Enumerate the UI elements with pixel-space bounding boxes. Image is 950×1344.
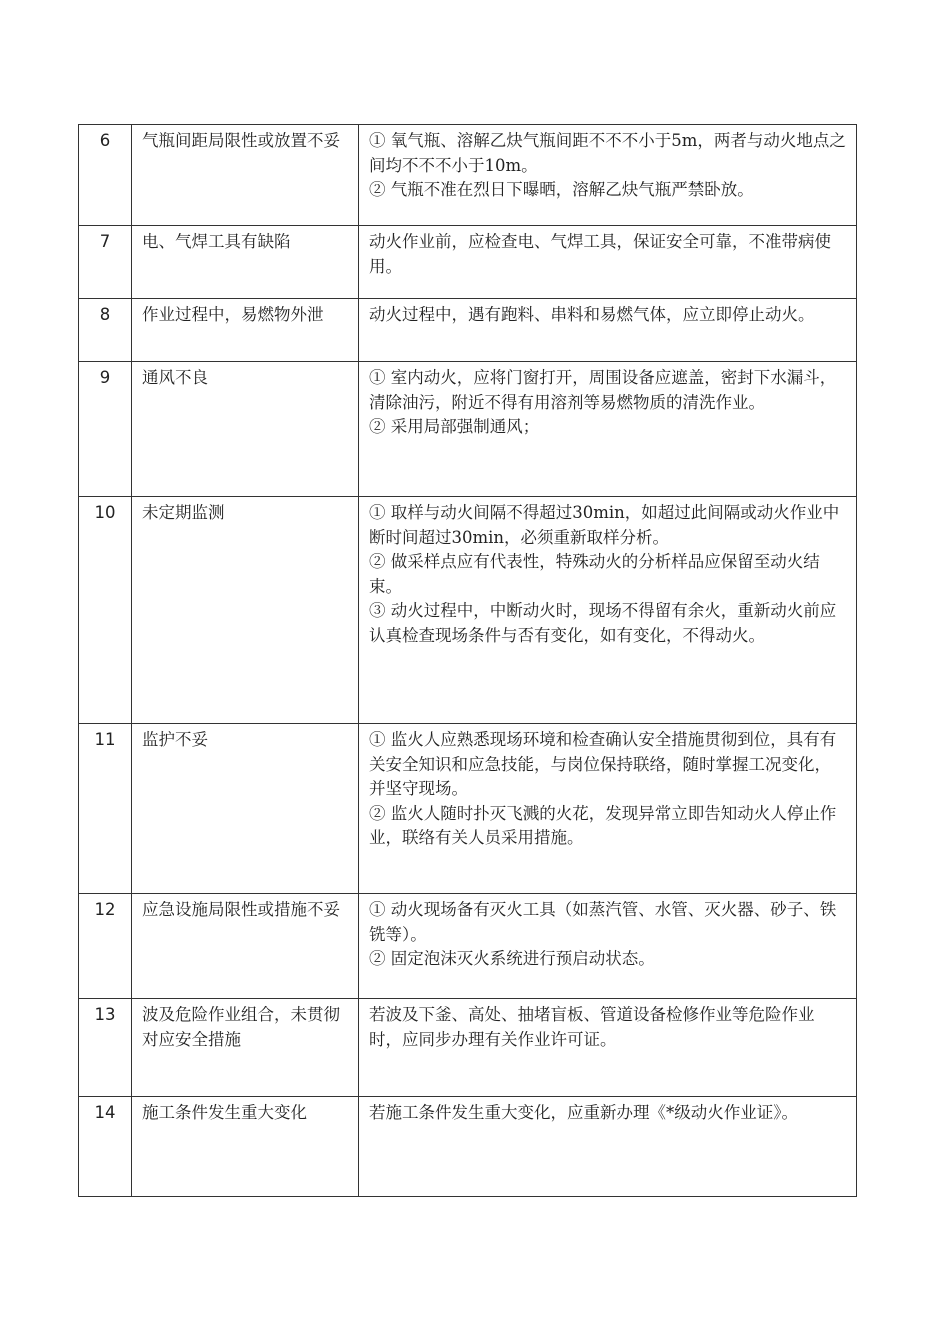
measure-cell — [359, 497, 857, 724]
measure-cell — [359, 724, 857, 894]
hazard-cell: 应急设施局限性或措施不妥 — [132, 894, 359, 999]
table-row — [79, 125, 857, 226]
measure-item: ② 监火人随时扑灭飞溅的火花，发现异常立即告知动火人停止作业，联络有关人员采用措施。 — [369, 803, 837, 847]
table-row — [79, 724, 857, 894]
row-number: 10 — [79, 497, 132, 724]
measure-cell — [359, 1097, 857, 1197]
table-row — [79, 894, 857, 999]
table-row — [79, 362, 857, 497]
measure-cell — [359, 362, 857, 497]
table-row — [79, 1097, 857, 1197]
hazard-cell: 波及危险作业组合，未贯彻对应安全措施 — [132, 999, 359, 1097]
measure-item: ② 气瓶不准在烈日下曝晒，溶解乙炔气瓶严禁卧放。 — [369, 180, 754, 199]
row-number: 11 — [79, 724, 132, 894]
measure-item: ③ 动火过程中，中断动火时，现场不得留有余火，重新动火前应认真检查现场条件与否有变化，如有变化，不得动火。 — [369, 601, 837, 645]
row-number: 14 — [79, 1097, 132, 1197]
measure-cell — [359, 226, 857, 299]
measure-item: ① 取样与动火间隔不得超过30min，如超过此间隔或动火作业中断时间超过30min，必须重新取样分析。 — [369, 503, 840, 547]
measure-item: ① 氧气瓶、溶解乙炔气瓶间距不不不小于5m，两者与动火地点之间均不不不小于10m。 — [369, 131, 846, 175]
row-number: 9 — [79, 362, 132, 497]
hazard-cell: 监护不妥 — [132, 724, 359, 894]
measure-item: 若施工条件发生重大变化，应重新办理《*级动火作业证》。 — [369, 1103, 798, 1122]
measure-cell — [359, 125, 857, 226]
row-number: 13 — [79, 999, 132, 1097]
hazard-cell: 施工条件发生重大变化 — [132, 1097, 359, 1197]
table-row — [79, 497, 857, 724]
measure-item: 若波及下釜、高处、抽堵盲板、管道设备检修作业等危险作业时，应同步办理有关作业许可证。 — [369, 1005, 815, 1049]
measure-item: ① 监火人应熟悉现场环境和检查确认安全措施贯彻到位，具有有关安全知识和应急技能，与岗位保持联络，随时掌握工况变化，并坚守现场。 — [369, 730, 837, 798]
table-row — [79, 999, 857, 1097]
measure-item: 动火作业前，应检查电、气焊工具，保证安全可靠，不准带病使用。 — [369, 232, 831, 276]
row-number: 7 — [79, 226, 132, 299]
hazard-cell: 气瓶间距局限性或放置不妥 — [132, 125, 359, 226]
measure-cell — [359, 999, 857, 1097]
hazard-measures-table — [78, 124, 857, 1197]
row-number: 12 — [79, 894, 132, 999]
hazard-cell: 电、气焊工具有缺陷 — [132, 226, 359, 299]
measure-item: ① 动火现场备有灭火工具（如蒸汽管、水管、灭火器、砂子、铁铣等）。 — [369, 900, 837, 944]
row-number: 6 — [79, 125, 132, 226]
table-row — [79, 226, 857, 299]
hazard-cell: 通风不良 — [132, 362, 359, 497]
measure-item: ② 采用局部强制通风； — [369, 417, 540, 436]
measure-item: ② 固定泡沫灭火系统进行预启动状态。 — [369, 949, 655, 968]
hazard-cell: 作业过程中，易燃物外泄 — [132, 299, 359, 362]
measure-cell — [359, 299, 857, 362]
measure-item: 动火过程中，遇有跑料、串料和易燃气体，应立即停止动火。 — [369, 305, 815, 324]
measure-item: ② 做采样点应有代表性，特殊动火的分析样品应保留至动火结束。 — [369, 552, 820, 596]
table-row — [79, 299, 857, 362]
measure-item: ① 室内动火，应将门窗打开，周围设备应遮盖，密封下水漏斗，清除油污，附近不得有用溶剂等易燃物质的清洗作业。 — [369, 368, 837, 412]
row-number: 8 — [79, 299, 132, 362]
hazard-cell: 未定期监测 — [132, 497, 359, 724]
measure-cell — [359, 894, 857, 999]
